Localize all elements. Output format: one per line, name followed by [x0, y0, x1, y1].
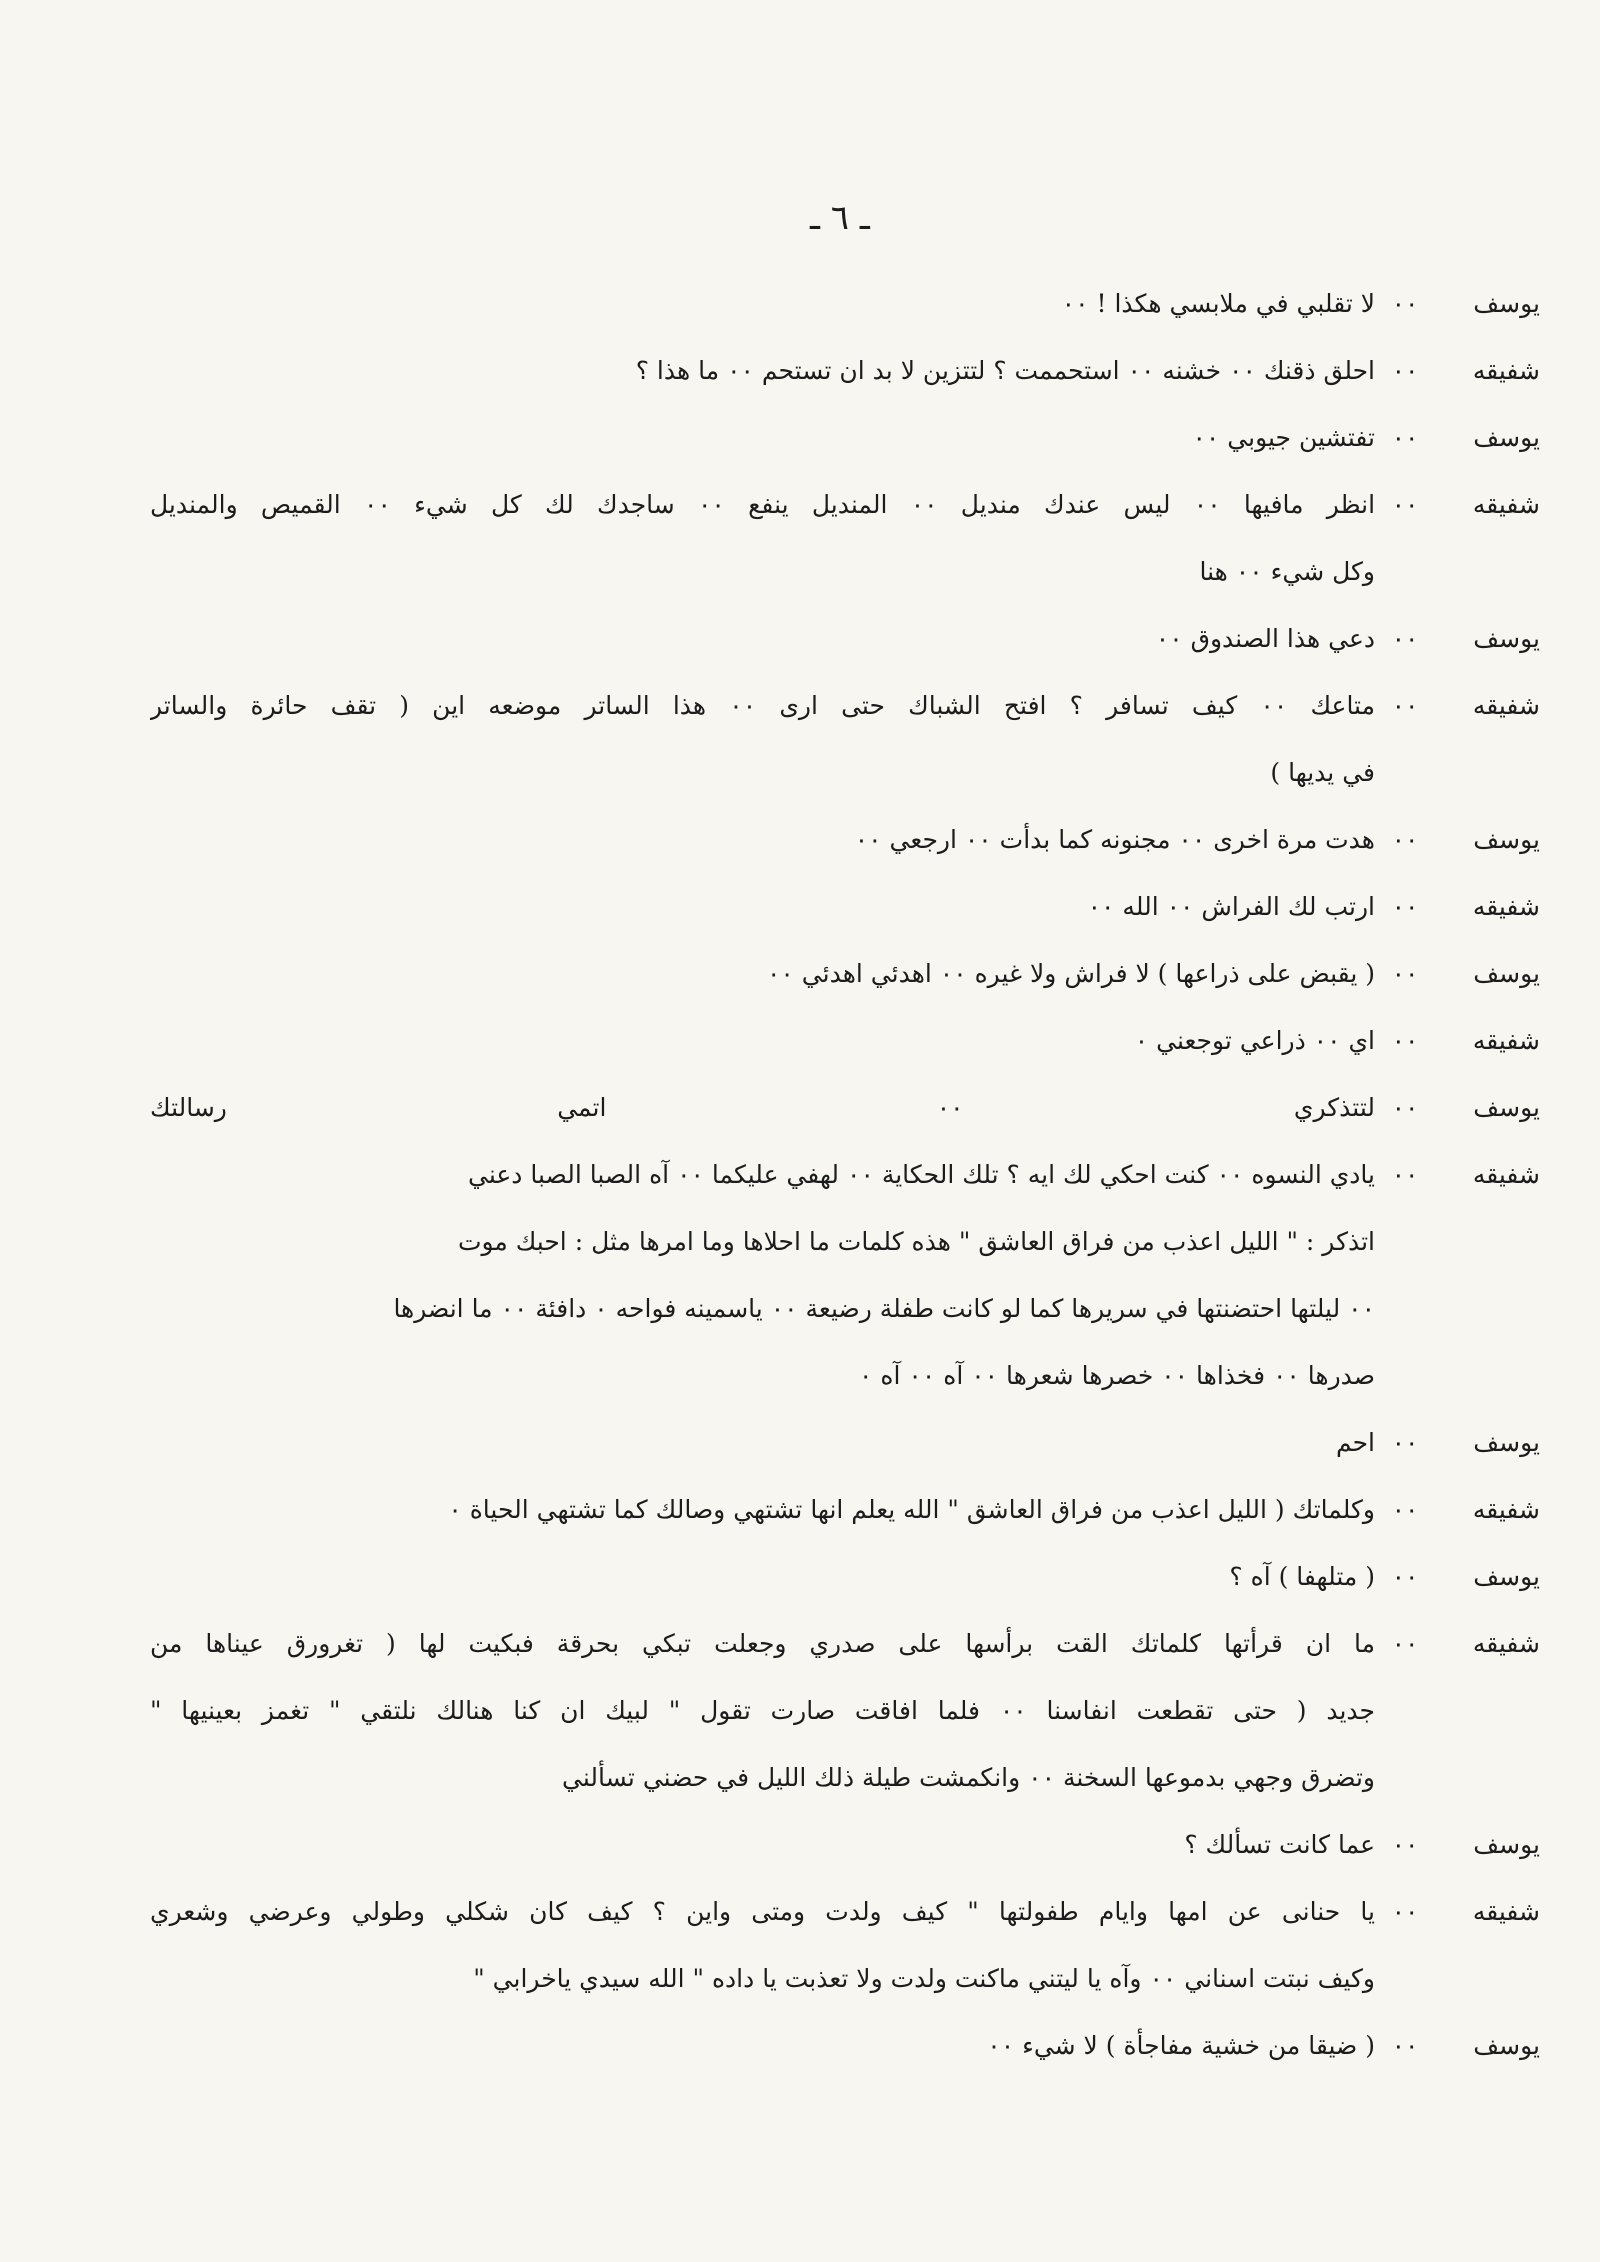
- speaker-separator: ٠٠: [1391, 289, 1419, 318]
- speaker-name: شفيقه: [1472, 1897, 1540, 1926]
- speaker-name: يوسف: [1473, 1428, 1540, 1457]
- dialogue-text: [150, 940, 1375, 1007]
- speaker-separator: ٠٠: [1391, 1160, 1419, 1189]
- dialogue-text: [150, 1409, 1375, 1476]
- dialogue-turn: [150, 1007, 1540, 1074]
- dialogue-turn: [150, 1543, 1540, 1610]
- dialogue-line: وكل شيء ٠٠ هنا: [1199, 557, 1375, 586]
- dialogue-line: صدرها ٠٠ فخذاها ٠٠ خصرها شعرها ٠٠ آه ٠٠ آه ٠: [859, 1361, 1375, 1390]
- speaker-separator: ٠٠: [1391, 1026, 1419, 1055]
- dialogue-text: [150, 605, 1375, 672]
- speaker-separator: ٠٠: [1391, 825, 1419, 854]
- dialogue-line: تفتشين جيوبي ٠٠: [1192, 423, 1375, 452]
- dialogue-turn: [150, 672, 1540, 806]
- dialogue-line: احم: [1335, 1428, 1375, 1457]
- speaker-separator: ٠٠: [1391, 1495, 1419, 1524]
- dialogue-line: احلق ذقنك ٠٠ خشنه ٠٠ استحممت ؟ لتتزين لا بد ان تستحم ٠٠ ما هذا ؟: [635, 356, 1375, 385]
- dialogue-text: [150, 672, 1375, 806]
- speaker-separator: ٠٠: [1391, 1428, 1419, 1457]
- dialogue-text: [150, 270, 1375, 337]
- speaker-separator: ٠٠: [1391, 691, 1419, 720]
- speaker-separator: ٠٠: [1391, 1093, 1419, 1122]
- speaker-separator: ٠٠: [1391, 624, 1419, 653]
- dialogue-text: [150, 404, 1375, 471]
- dialogue-text: [150, 1476, 1375, 1543]
- dialogue-line: لتتذكري ٠٠ اتمي رسالتك: [150, 1093, 1375, 1122]
- dialogue-turn: [150, 270, 1540, 337]
- speaker-name: يوسف: [1473, 825, 1540, 854]
- speaker-separator: ٠٠: [1391, 2031, 1419, 2060]
- speaker-name: شفيقه: [1472, 1026, 1540, 1055]
- dialogue-line: متاعك ٠٠ كيف تسافر ؟ افتح الشباك حتى ارى ٠٠ هذا الساتر موضعه اين ( تقف حائرة والساتر: [150, 691, 1375, 720]
- dialogue-text: [150, 337, 1375, 404]
- dialogue-turn: [150, 337, 1540, 404]
- dialogue-line: في يديها ): [1270, 758, 1375, 787]
- dialogue-line: عما كانت تسألك ؟: [1184, 1830, 1375, 1859]
- dialogue-line: انظر مافيها ٠٠ ليس عندك منديل ٠٠ المنديل ينفع ٠٠ ساجدك لك كل شيء ٠٠ القميص والمنديل: [150, 490, 1375, 519]
- dialogue-line: ( متلهفا ) آه ؟: [1229, 1562, 1375, 1591]
- page-number: ـ ٦ ـ: [810, 198, 870, 238]
- dialogue-turn: [150, 605, 1540, 672]
- dialogue-turn: [150, 806, 1540, 873]
- dialogue-text: [150, 2012, 1375, 2079]
- dialogue-turn: [150, 1878, 1540, 2012]
- dialogue-turn: [150, 940, 1540, 1007]
- speaker-separator: ٠٠: [1391, 1629, 1419, 1658]
- dialogue-line: اتذكر : " الليل اعذب من فراق العاشق " هذه كلمات ما احلاها وما امرها مثل : احبك موت: [457, 1227, 1375, 1256]
- dialogue-text: [150, 806, 1375, 873]
- speaker-name: شفيقه: [1472, 691, 1540, 720]
- dialogue-turn: [150, 404, 1540, 471]
- speaker-name: يوسف: [1473, 1562, 1540, 1591]
- dialogue-line: جديد ( حتى تقطعت انفاسنا ٠٠ فلما افاقت صارت تقول " لبيك ان كنا هنالك نلتقي " تغمز بعينيها ": [150, 1696, 1375, 1725]
- speaker-name: شفيقه: [1472, 892, 1540, 921]
- dialogue-turn: [150, 1409, 1540, 1476]
- dialogue-line: وتضرق وجهي بدموعها السخنة ٠٠ وانكمشت طيلة ذلك الليل في حضني تسألني: [562, 1763, 1375, 1792]
- speaker-name: شفيقه: [1472, 1160, 1540, 1189]
- dialogue-line: دعي هذا الصندوق ٠٠: [1155, 624, 1375, 653]
- dialogue-line: يا حنانى عن امها وايام طفولتها " كيف ولدت ومتى واين ؟ كيف كان شكلي وطولي وعرضي وشعري: [150, 1897, 1375, 1926]
- dialogue-line: ٠٠ ليلتها احتضنتها في سريرها كما لو كانت طفلة رضيعة ٠٠ ياسمينه فواحه ٠ دافئة ٠٠ ما انضرها: [393, 1294, 1375, 1323]
- dialogue-turn: [150, 1141, 1540, 1409]
- speaker-name: شفيقه: [1472, 356, 1540, 385]
- dialogue-turn: [150, 2012, 1540, 2079]
- speaker-separator: ٠٠: [1391, 1897, 1419, 1926]
- dialogue-text: [150, 471, 1375, 605]
- dialogue-turn: [150, 1476, 1540, 1543]
- dialogue-turn: [150, 1811, 1540, 1878]
- speaker-name: يوسف: [1473, 624, 1540, 653]
- speaker-separator: ٠٠: [1391, 1562, 1419, 1591]
- speaker-name: يوسف: [1473, 423, 1540, 452]
- dialogue-line: لا تقلبي في ملابسي هكذا ! ٠٠: [1061, 289, 1375, 318]
- speaker-separator: ٠٠: [1391, 959, 1419, 988]
- dialogue-line: هدت مرة اخرى ٠٠ مجنونه كما بدأت ٠٠ ارجعي ٠٠: [854, 825, 1375, 854]
- speaker-name: شفيقه: [1472, 490, 1540, 519]
- dialogue-line: وكلماتك ( الليل اعذب من فراق العاشق " الله يعلم انها تشتهي وصالك كما تشتهي الحياة ٠: [448, 1495, 1375, 1524]
- dialogue-turn: [150, 471, 1540, 605]
- speaker-separator: ٠٠: [1391, 423, 1419, 452]
- dialogue-text: [150, 1007, 1375, 1074]
- speaker-name: يوسف: [1473, 2031, 1540, 2060]
- speaker-name: شفيقه: [1472, 1629, 1540, 1658]
- dialogue-text: [150, 1074, 1375, 1141]
- dialogue-text: [150, 1878, 1375, 2012]
- script-body: [150, 270, 1540, 2079]
- speaker-name: يوسف: [1473, 1093, 1540, 1122]
- dialogue-line: ارتب لك الفراش ٠٠ الله ٠٠: [1087, 892, 1375, 921]
- speaker-separator: ٠٠: [1391, 892, 1419, 921]
- dialogue-text: [150, 1610, 1375, 1811]
- dialogue-line: ما ان قرأتها كلماتك القت برأسها على صدري وجعلت تبكي بحرقة فبكيت لها ( تغرورق عيناها من: [150, 1629, 1375, 1658]
- dialogue-text: [150, 1811, 1375, 1878]
- dialogue-line: وكيف نبتت اسناني ٠٠ وآه يا ليتني ماكنت ولدت ولا تعذبت يا داده " الله سيدي ياخرابي ": [473, 1964, 1375, 1993]
- speaker-name: شفيقه: [1472, 1495, 1540, 1524]
- speaker-separator: ٠٠: [1391, 1830, 1419, 1859]
- dialogue-turn: [150, 1610, 1540, 1811]
- dialogue-line: اي ٠٠ ذراعي توجعني ٠: [1134, 1026, 1375, 1055]
- dialogue-text: [150, 1543, 1375, 1610]
- dialogue-text: [150, 1141, 1375, 1409]
- dialogue-text: [150, 873, 1375, 940]
- speaker-name: يوسف: [1473, 289, 1540, 318]
- dialogue-line: ( يقبض على ذراعها ) لا فراش ولا غيره ٠٠ اهدئي اهدئي ٠٠: [766, 959, 1375, 988]
- speaker-separator: ٠٠: [1391, 356, 1419, 385]
- speaker-name: يوسف: [1473, 959, 1540, 988]
- speaker-name: يوسف: [1473, 1830, 1540, 1859]
- speaker-separator: ٠٠: [1391, 490, 1419, 519]
- dialogue-line: ( ضيقا من خشية مفاجأة ) لا شيء ٠٠: [987, 2031, 1375, 2060]
- dialogue-line: يادي النسوه ٠٠ كنت احكي لك ايه ؟ تلك الحكاية ٠٠ لهفي عليكما ٠٠ آه الصبا الصبا دعني: [467, 1160, 1375, 1189]
- dialogue-turn: [150, 873, 1540, 940]
- dialogue-turn: [150, 1074, 1540, 1141]
